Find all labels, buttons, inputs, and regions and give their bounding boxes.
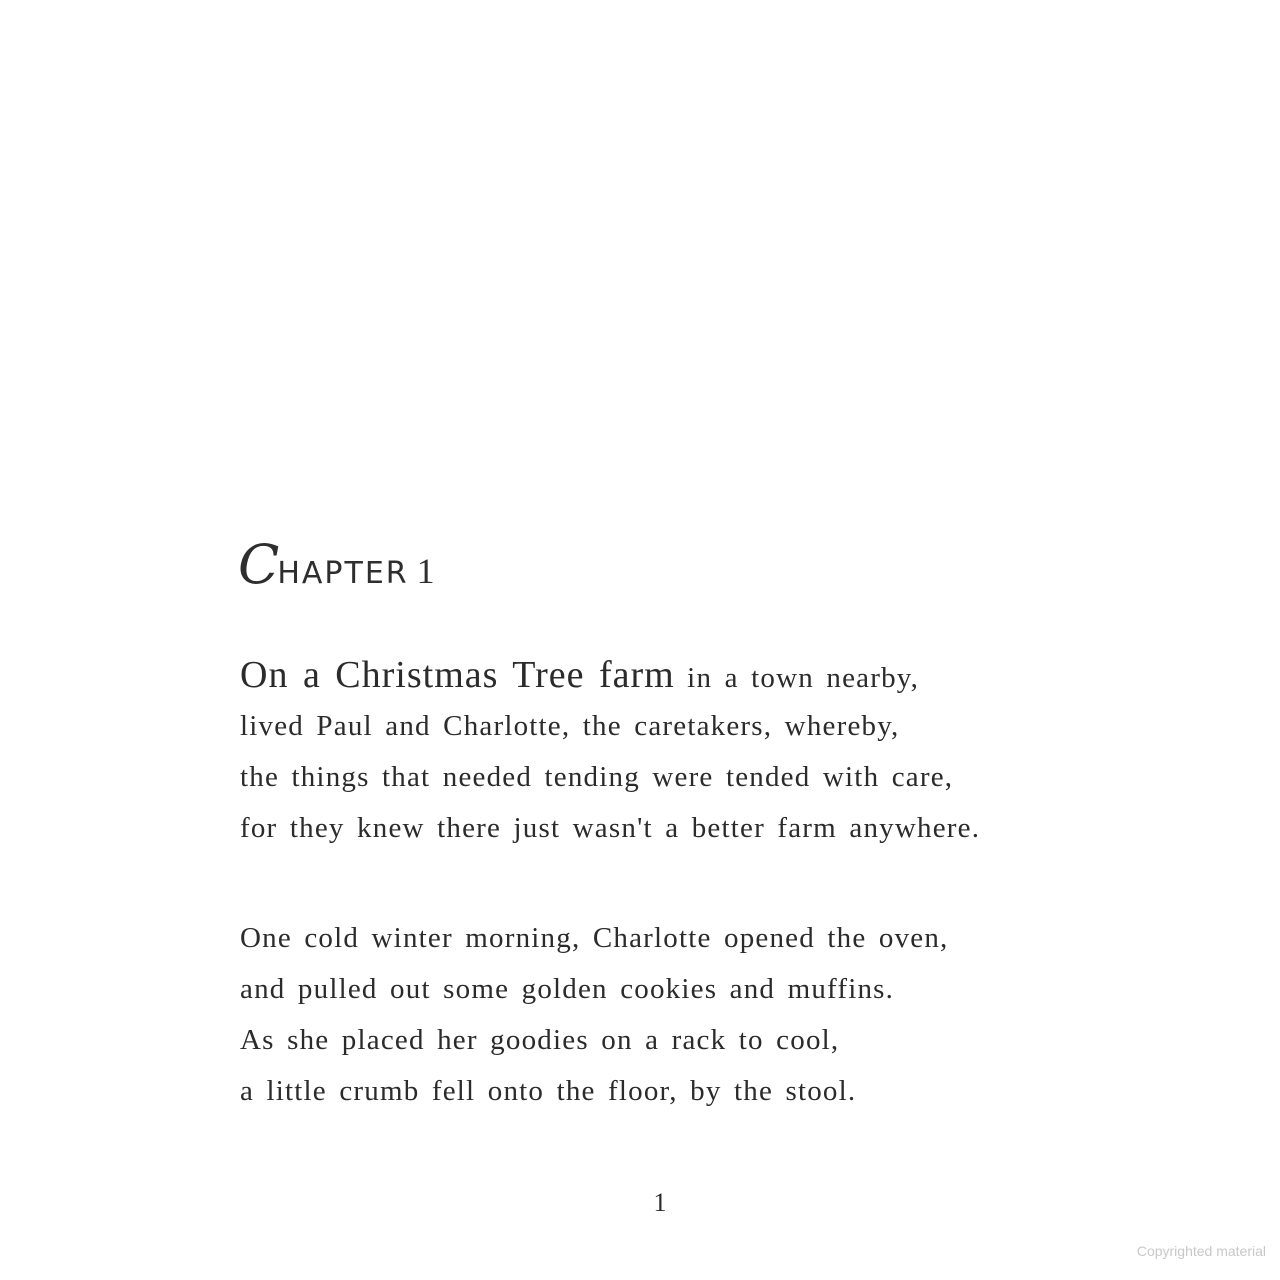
- chapter-number: 1: [416, 551, 435, 591]
- stanza-line: As she placed her goodies on a rack to cool,: [240, 1024, 840, 1056]
- stanza-2: [240, 913, 949, 1117]
- stanza-line-text: in a town nearby,: [674, 662, 920, 694]
- page-number: 1: [653, 1188, 667, 1217]
- chapter-title-text: HAPTER: [277, 556, 409, 591]
- stanza-1: [240, 650, 980, 854]
- stanza-line: the things that needed tending were tended with care,: [240, 761, 954, 793]
- stanza-line: lived Paul and Charlotte, the caretakers, whereby,: [240, 710, 900, 742]
- copyright-watermark: Copyrighted material: [1136, 1243, 1266, 1259]
- stanza-lead-phrase: On a Christmas Tree farm: [240, 654, 675, 696]
- stanza-line: and pulled out some golden cookies and muffins.: [240, 973, 895, 1005]
- stanza-line: One cold winter morning, Charlotte opened the oven,: [240, 922, 949, 954]
- stanza-line: [240, 650, 980, 701]
- chapter-heading: [238, 533, 435, 598]
- stanza-line: a little crumb fell onto the floor, by the stool.: [240, 1075, 857, 1107]
- chapter-drop-letter: C: [238, 533, 278, 596]
- stanza-line: for they knew there just wasn't a better farm anywhere.: [240, 812, 981, 844]
